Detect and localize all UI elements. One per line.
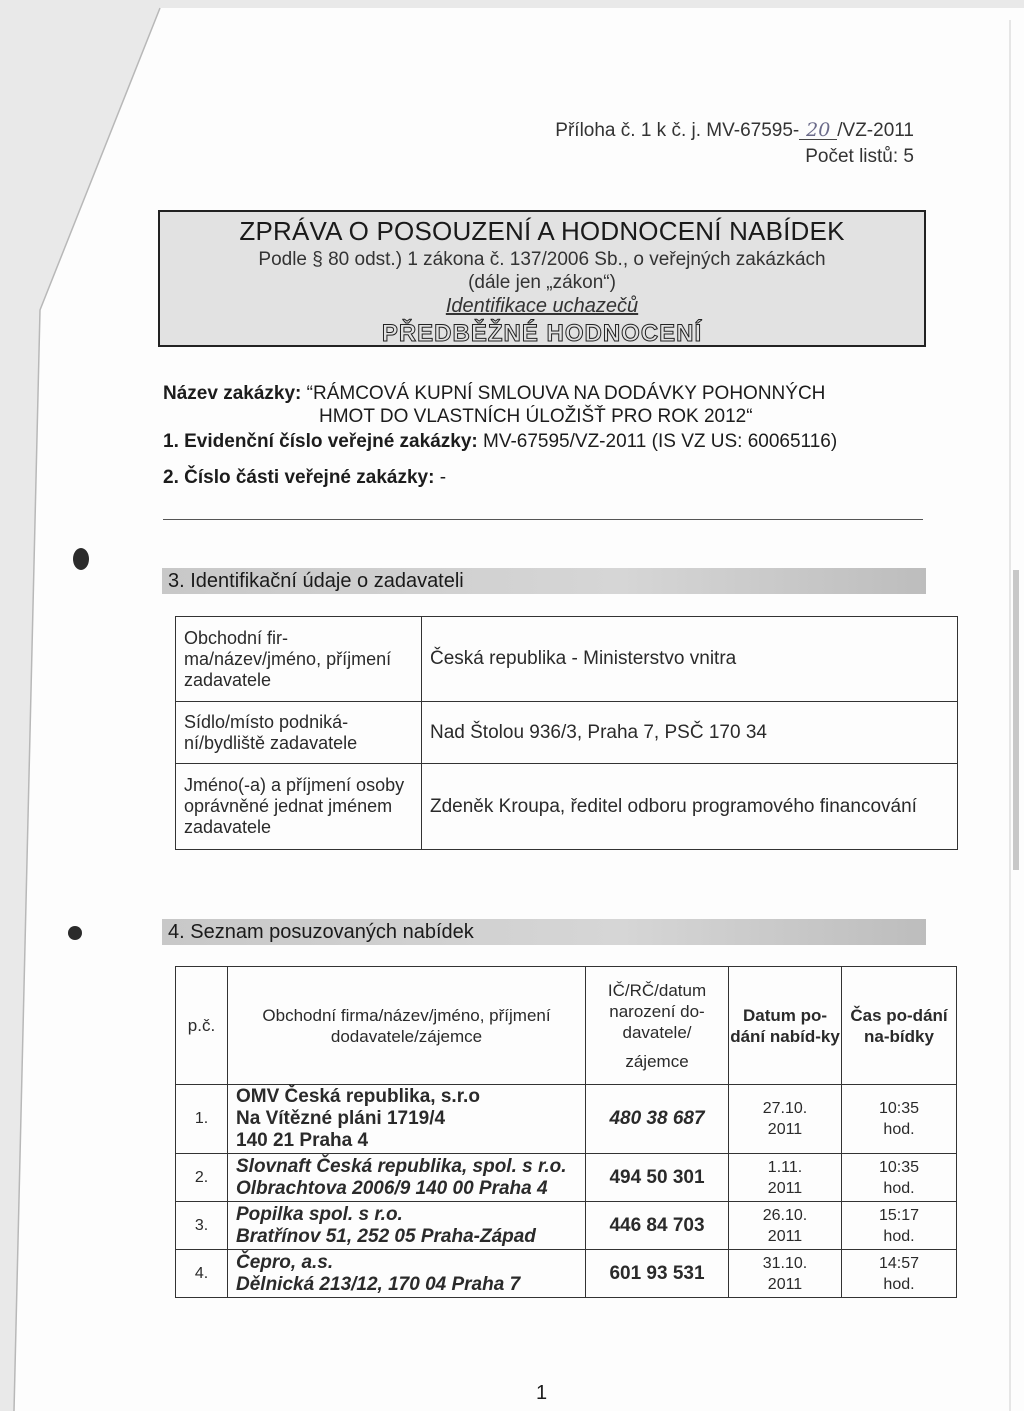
punch-hole-top: [73, 548, 89, 570]
col-ic: IČ/RČ/datum narození do-davatele/ zájemce: [586, 967, 729, 1085]
contract-number: 1. Evidenční číslo veřejné zakázky: MV-67595/VZ-2011 (IS VZ US: 60065116): [163, 431, 838, 452]
row-time: 14:57 hod.: [842, 1250, 957, 1298]
table-row: [176, 1085, 957, 1154]
col-date: Datum po-dání nabíd-ky: [729, 967, 842, 1085]
row-time: 10:35 hod.: [842, 1085, 957, 1154]
preliminary-stamp: PŘEDBĚŽNÉ HODNOCENÍ: [381, 320, 703, 347]
table-row: [176, 1202, 957, 1250]
table-row: [176, 1250, 957, 1298]
col-firm: Obchodní firma/název/jméno, příjmení dodavatele/zájemce: [228, 967, 586, 1085]
row-label: Jméno(-a) a příjmení osoby oprávněné jednat jménem zadavatele: [176, 764, 422, 850]
row-no: 4.: [176, 1250, 228, 1298]
row-time: 15:17 hod.: [842, 1202, 957, 1250]
table-row: [176, 702, 958, 764]
report-title-box: [158, 210, 926, 347]
row-no: 3.: [176, 1202, 228, 1250]
contract-name-line1: “RÁMCOVÁ KUPNÍ SMLOUVA NA DODÁVKY POHONNÝCH: [306, 383, 826, 404]
col-time: Čas po-dání na-bídky: [842, 967, 957, 1085]
table-row: [176, 764, 958, 850]
law-short: (dále jen „zákon“): [468, 272, 616, 293]
table-header-row: [176, 967, 957, 1085]
row-time: 10:35 hod.: [842, 1154, 957, 1202]
contracting-authority-table: [175, 616, 958, 850]
table-row: [176, 1154, 957, 1202]
page-number: 1: [536, 1382, 548, 1404]
row-firm: Slovnaft Česká republika, spol. s r.o. Olbrachtova 2006/9 140 00 Praha 4: [228, 1154, 586, 1202]
row-firm: OMV Česká republika, s.r.o Na Vítězné pláni 1719/4 140 21 Praha 4: [228, 1085, 586, 1154]
row-value: Nad Štolou 936/3, Praha 7, PSČ 170 34: [422, 702, 958, 764]
row-value: Zdeněk Kroupa, ředitel odboru programového financování: [422, 764, 958, 850]
contract-name-line2: HMOT DO VLASTNÍCH ÚLOŽIŠŤ PRO ROK 2012“: [319, 406, 753, 427]
row-no: 1.: [176, 1085, 228, 1154]
bids-table: [175, 966, 957, 1298]
report-subtitle: Identifikace uchazečů: [445, 295, 639, 317]
contract-part: 2. Číslo části veřejné zakázky: -: [163, 467, 447, 488]
contract-name-label: Název zakázky:: [163, 383, 302, 404]
row-label: Obchodní fir-ma/název/jméno, příjmení zadavatele: [176, 617, 422, 702]
row-no: 2.: [176, 1154, 228, 1202]
row-ic: 446 84 703: [586, 1202, 729, 1250]
report-title: ZPRÁVA O POSOUZENÍ A HODNOCENÍ NABÍDEK: [239, 216, 845, 246]
section-4-heading: 4. Seznam posuzovaných nabídek: [162, 919, 926, 945]
contract-name: [163, 382, 923, 428]
law-reference: Podle § 80 odst.) 1 zákona č. 137/2006 Sb., o veřejných zakázkách: [258, 249, 826, 270]
sheet-count: Počet listů: 5: [805, 146, 914, 167]
row-firm: Čepro, a.s. Dělnická 213/12, 170 04 Praha 7: [228, 1250, 586, 1298]
row-ic: 494 50 301: [586, 1154, 729, 1202]
row-date: 27.10. 2011: [729, 1085, 842, 1154]
row-ic: 480 38 687: [586, 1085, 729, 1154]
row-date: 26.10. 2011: [729, 1202, 842, 1250]
reference-number: Příloha č. 1 k č. j. MV-67595- 20 /VZ-2011: [555, 119, 914, 141]
row-label: Sídlo/místo podniká-ní/bydliště zadavatele: [176, 702, 422, 764]
table-row: [176, 617, 958, 702]
row-date: 31.10. 2011: [729, 1250, 842, 1298]
col-no: p.č.: [176, 967, 228, 1085]
row-date: 1.11. 2011: [729, 1154, 842, 1202]
document-reference: [555, 118, 914, 170]
row-ic: 601 93 531: [586, 1250, 729, 1298]
section-3-heading: 3. Identifikační údaje o zadavateli: [162, 568, 926, 594]
divider-line: [163, 519, 923, 520]
punch-hole-bottom: [68, 926, 82, 940]
row-value: Česká republika - Ministerstvo vnitra: [422, 617, 958, 702]
row-firm: Popilka spol. s r.o. Bratřínov 51, 252 05 Praha-Západ: [228, 1202, 586, 1250]
handwritten-number: 20: [799, 121, 837, 140]
